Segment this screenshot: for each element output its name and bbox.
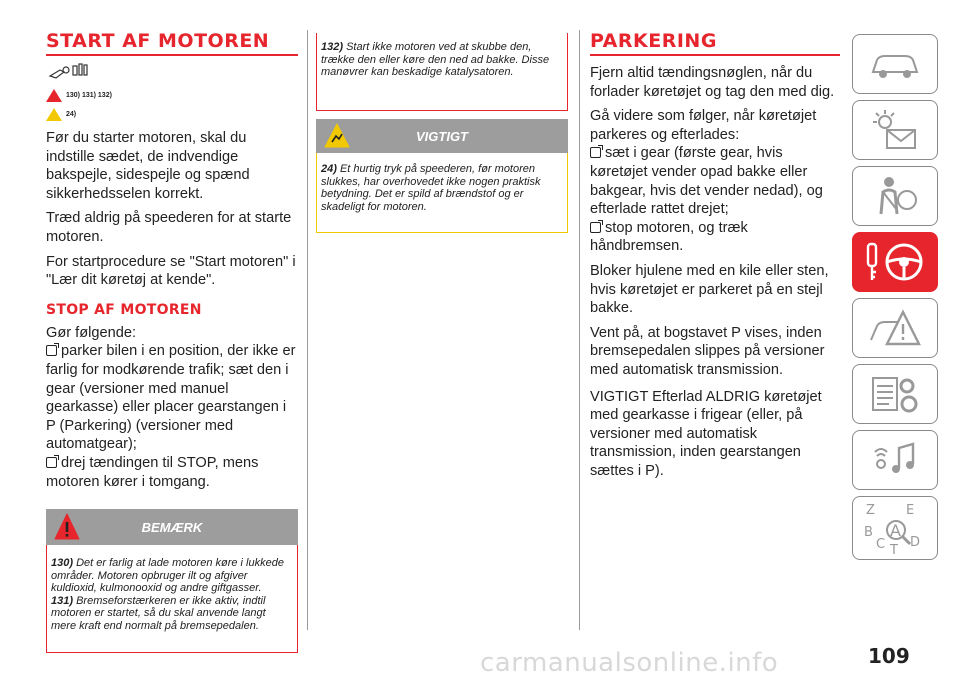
chapter-tab-emergency[interactable]: [852, 298, 938, 358]
list-item: sæt i gear (første gear, hvis køretøjet vender opad bakke eller bakgear, hvis det vender nedad), og efterlade rattet drejet;: [590, 145, 823, 218]
list-item: parker bilen i en position, der ikke er farlig for modkørende trafik; sæt den i gear (versioner med manuel gearkasse) eller placer gearstangen i P (Parkering) (versioner med automatgear);: [46, 343, 296, 453]
danger-triangle-icon: [46, 89, 62, 102]
svg-text:T: T: [890, 543, 898, 556]
key-ignition-icon: [46, 62, 94, 80]
title-rule: [46, 54, 298, 56]
reference-line-2: [46, 108, 298, 121]
section-title-parking: PARKERING: [590, 30, 717, 52]
note-body: 130) Det er farlig at lade motoren køre i lukkede områder. Motoren opbruger ilt og afgiver kuldioxid, kulmonooxid og andre giftgasser. 131) Bremseforstærkeren er ikke aktiv, indtil motoren er startet, så du skal anvende langt mere kraft end normalt på bremsepedalen.: [46, 545, 298, 653]
svg-text:B: B: [864, 525, 873, 540]
column-1: [46, 0, 298, 653]
important-body: 24) Et hurtig tryk på speederen, før motoren slukkes, har overhovedet ikke nogen praktisk betydning. Det er spild af brændstof og er skadeligt for motoren.: [316, 153, 568, 233]
paragraph: Vent på, at bogstavet P vises, inden bremsepedalen slippes på versioner med automatisk transmission.: [590, 324, 825, 378]
chapter-tab-multimedia[interactable]: [852, 430, 938, 490]
column-2: [316, 0, 568, 233]
chapter-tab-maintenance[interactable]: [852, 364, 938, 424]
title-rule: [590, 54, 840, 56]
note-body-continued: 132) Start ikke motoren ved at skubbe den, trække den eller køre den ned ad bakke. Disse manøvrer kan beskadige katalysatoren.: [316, 33, 568, 111]
seatbelt-airbag-icon: [867, 174, 923, 218]
reference-numbers: 130) 131) 132): [66, 92, 112, 99]
bullet-icon: [46, 457, 57, 468]
paragraph: Bloker hjulene med en kile eller sten, hvis køretøjet er parkeret på en stejl bakke.: [590, 262, 829, 317]
key-steering-wheel-icon: [860, 238, 930, 286]
svg-text:E: E: [906, 503, 915, 518]
reference-number: 24): [66, 111, 77, 118]
list-item: drej tændingen til STOP, mens motoren kører i tomgang.: [46, 454, 259, 490]
svg-text:C: C: [876, 537, 886, 552]
chapter-tabs: [852, 34, 938, 566]
warning-triangle-car-icon: [867, 306, 923, 350]
chapter-tab-index[interactable]: [852, 496, 938, 560]
watermark: carmanualsonline.info: [480, 648, 779, 678]
section-title-start-engine: START AF MOTOREN: [46, 30, 270, 52]
multimedia-icon: [867, 438, 923, 482]
chapter-tab-safety[interactable]: [852, 166, 938, 226]
bullet-icon: [590, 222, 601, 233]
paragraph: Gør følgende:: [46, 324, 137, 341]
danger-triangle-icon: [54, 512, 80, 542]
paragraph: Fjern altid tændingsnøglen, når du forlader køretøjet og tag den med dig.: [590, 65, 835, 100]
paragraph: Træd aldrig på speederen for at starte motoren.: [46, 210, 292, 245]
column-divider: [307, 30, 308, 630]
paragraph: Før du starter motoren, skal du indstille sædet, de indvendige bakspejle, sidespejle og spænd sikkerhedsselen korrekt.: [46, 130, 250, 202]
chapter-tab-car[interactable]: [852, 34, 938, 94]
reference-line-1: [46, 89, 298, 102]
bullet-icon: [46, 345, 57, 356]
bullet-icon: [590, 147, 601, 158]
dashboard-lights-icon: [867, 108, 923, 152]
alphabetical-index-icon: [860, 500, 930, 556]
svg-text:D: D: [910, 535, 921, 550]
note-label: BEMÆRK: [141, 519, 203, 535]
maintenance-gears-icon: [867, 372, 923, 416]
paragraph: VIGTIGT Efterlad ALDRIG køretøjet med gearkasse i frigear (eller, på versioner med automatisk transmission, inden gearstangen sættes i P).: [590, 388, 822, 479]
column-divider: [579, 30, 580, 630]
car-icon: [867, 44, 923, 84]
chapter-tab-starting-driving[interactable]: [852, 232, 938, 292]
svg-text:Z: Z: [866, 503, 875, 518]
page-number: 109: [868, 644, 910, 668]
caution-triangle-icon: [46, 108, 62, 121]
paragraph: Gå videre som følger, når køretøjet parkeres og efterlades:: [590, 108, 817, 143]
section-title-stop-engine: STOP AF MOTOREN: [46, 301, 202, 318]
svg-text:A: A: [890, 521, 901, 540]
column-3: [590, 0, 840, 486]
note-header: [46, 509, 298, 545]
caution-triangle-icon: [324, 122, 350, 150]
chapter-tab-dashboard[interactable]: [852, 100, 938, 160]
important-label: VIGTIGT: [416, 128, 468, 144]
important-header: [316, 119, 568, 153]
list-item: stop motoren, og træk håndbremsen.: [590, 219, 748, 255]
paragraph: For startprocedure se "Start motoren" i "Lær dit køretøj at kende".: [46, 253, 296, 289]
